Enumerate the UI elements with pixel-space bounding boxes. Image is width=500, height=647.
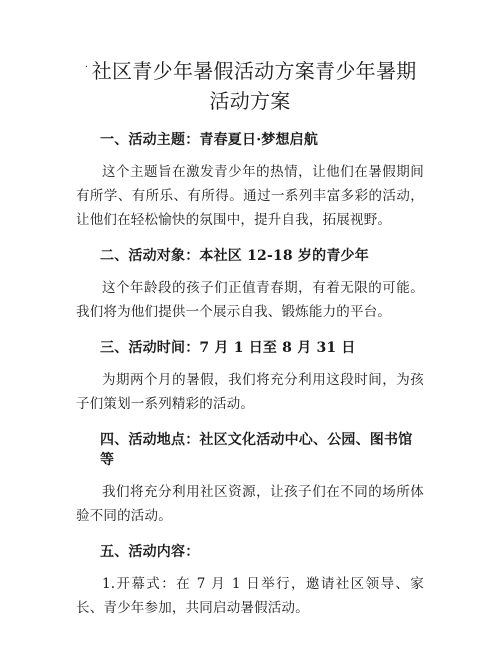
section-heading-audience: 二、活动对象：本社区 12-18 岁的青少年 <box>100 248 369 264</box>
title-text: 社区青少年暑假活动方案青少年暑期活动方案 <box>91 59 417 113</box>
section-heading-time: 三、活动时间：7 月 1 日至 8 月 31 日 <box>100 340 356 356</box>
section-heading-location: 四、活动地点：社区文化活动中心、公园、图书馆等 <box>100 432 413 468</box>
section-body-time: 为期两个月的暑假，我们将充分利用这段时间，为孩子们策划一系列精彩的活动。 <box>76 372 424 412</box>
document-title <box>76 56 424 116</box>
section-body-location: 我们将充分利用社区资源，让孩子们在不同的场所体验不同的活动。 <box>76 484 424 524</box>
section-heading-theme: 一、活动主题：青春夏日·梦想启航 <box>100 132 319 148</box>
section-body-content: 1.开幕式：在 7 月 1 日举行，邀请社区领导、家长、青少年参加，共同启动暑假活动。 <box>76 576 424 616</box>
title-mark: ˙ <box>83 64 90 78</box>
section-body-theme: 这个主题旨在激发青少年的热情，让他们在暑假期间有所学、有所乐、有所得。通过一系列丰富多彩的活动，让他们在轻松愉快的氛围中，提升自我，拓展视野。 <box>76 164 424 228</box>
section-body-audience: 这个年龄段的孩子们正值青春期，有着无限的可能。我们将为他们提供一个展示自我、锻炼能力的平台。 <box>76 280 424 320</box>
section-heading-content: 五、活动内容： <box>100 544 200 560</box>
